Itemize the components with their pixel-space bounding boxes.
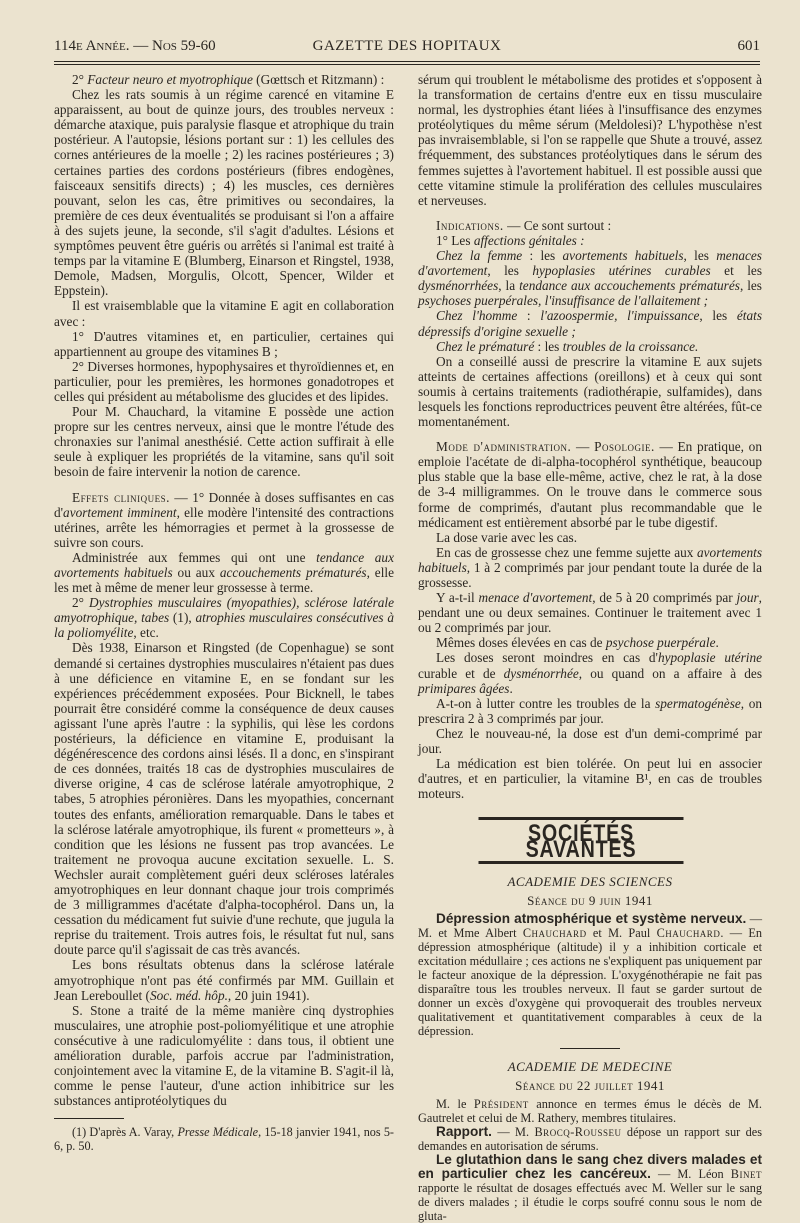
paragraph-effets-cliniques: Effets cliniques. — 1° Donnée à doses suffisantes en cas d'avortement imminent, elle modère l'intensité des contractions utérines, arrête les hémorragies et permet à la grossesse de suivre son cours. — [54, 489, 394, 550]
communication: Rapport. — M. Brocq-Rousseu dépose un rapport sur des demandes en autorisation de sérums. — [418, 1123, 763, 1153]
paragraph: Chez le prématuré : les troubles de la croissance. — [436, 338, 699, 354]
header-journal-title: GAZETTE DES HOPITAUX — [312, 38, 502, 54]
paragraph: 1° D'autres vitamines et, en particulier, certaines qui appartiennent au groupe des vitamines B ; — [54, 328, 394, 359]
left-column — [54, 72, 394, 1153]
paragraph: Chez le nouveau-né, la dose est d'un demi-comprimé par jour. — [418, 725, 762, 757]
paragraph-facteur-heading: 2° Facteur neuro et myotrophique (Gœttsch et Ritzmann) : — [72, 72, 385, 87]
header-page-number: 601 — [737, 38, 760, 54]
paragraph: Pour M. Chauchard, la vitamine E possède une action propre sur les centres nerveux, ainsi que le montre l'étude des chronaxies sur l'animal anesthésié. Cette action suffirait à elle seule à expliquer les propriétés de la vitamine, sans qu'il soit besoin de faire intervenir la notion de carence. — [54, 404, 394, 480]
paragraph: Y a-t-il menace d'avortement, de 5 à 20 comprimés par jour, pendant une ou deux semaines. Continuer le traitement avec 1 ou 2 comprimés par jour. — [418, 590, 762, 636]
paragraph: 2° Dystrophies musculaires (myopathies), sclérose latérale amyotrophique, tabes (1), atrophies musculaires consécutives à la poliomyélite, etc. — [54, 595, 394, 641]
paragraph: sérum qui troublent le métabolisme des protides et s'opposent à la transformation de certains d'entre eux en tissu musculaire normal, les dystrophies étant liées à l'insuffisance des enzymes protéolytiques du même sérum (Meldolesi)? L'hypothèse n'est pas invraisemblable, si l'on se rappelle que Shute a trouvé, assez fréquemment, des substances protéolytiques dans le sérum des femmes sujettes à l'avortement habituel. Il est possible aussi que cette vitamine stimule la prolifération des cellules musculaires et nerveuses. — [418, 72, 762, 208]
paragraph: Il est vraisemblable que la vitamine E agit en collaboration avec : — [54, 298, 394, 329]
footnote: (1) D'après A. Varay, Presse Médicale, 15-18 janvier 1941, nos 5-6, p. 50. — [54, 1125, 394, 1154]
paragraph: Chez l'homme : l'azoospermie, l'impuissance, les états dépressifs d'origine sexuelle ; — [418, 308, 762, 339]
paragraph-mode-administration: Mode d'administration. — Posologie. — En pratique, on emploie l'acétate de di-alpha-tocophérol synthétique, beaucoup plus stable que la base elle-même, active, chez le rat, à la dose de 3-4 milligrammes. On le trouve dans le commerce sous forme de comprimés, d'autant plus recommandable que le médicament est entièrement absorbé par le tube digestif. — [418, 439, 762, 530]
paragraph: Dès 1938, Einarson et Ringsted (de Copenhague) se sont demandé si certaines dystrophies musculaires n'étaient pas dues à une déficience en vitamine E, en se fondant sur les expériences précédemment exposées. Pour Bicknell, le tabes pourrait être considéré comme la conséquence de deux causes agissant l'une après l'autre : la syphilis, qui lèse les cordons postérieurs, la déficience en vitamine E, produisant la dégénérescence des cordons ainsi lésés. Il a donc, en s'inspirant de ces données, traités 18 cas de dystrophies musculaires de diverse origine, 4 cas de sclérose latérale amyotrophique, 2 tabes, 5 atrophies péronières. Dans les myopathies, concernant toutes des enfants, amélioration remarquable. Dans le tabes et la sclérose latérale amyotrophique, ils furent « prometteurs », à condition que les lésions ne fussent pas trop avancées. Le traitement ne provoqua aucune excitation sexuelle. L. S. Wechsler aurait complètement guéri deux scléroses latérales amyotrophiques en leur donnant chaque jour trois comprimés de 3 milligrammes d'acétate d'alpha-tocophérol. Dans un, la cessation du médicament fut suivie d'une rechute, que jugula la reprise du traitement. Trois autres fois, le résultat fut nul, sans doute parce qu'il s'agissait de cas très avancés. — [54, 640, 394, 958]
section-divider — [560, 1048, 620, 1049]
paragraph: Les bons résultats obtenus dans la sclérose latérale amyotrophique n'ont pas été confirmés par MM. Guillain et Jean Lereboullet (Soc. méd. hôp., 20 juin 1941). — [54, 957, 394, 1003]
paragraph: S. Stone a traité de la même manière cinq dystrophies musculaires, une atrophie post-poliomyélitique et une atrophie consécutive à une radiculomyélite : dans tous, il obtient une amélioration durable, parfois accrue par l'administration, conjointement avec la vitamine E, de la vitamine B. S'agit-il là, comme le pense l'auteur, d'une action inhibitrice sur les substances antiprotéolytiques du — [54, 1002, 394, 1109]
paragraph: Chez la femme : les avortements habituels, les menaces d'avortement, les hypoplasies utérines curables et les dysménorrhées, la tendance aux accouchements prématurés, les psychoses puerpérales, l'insuffisance de l'allaitement ; — [418, 248, 762, 309]
paragraph: En cas de grossesse chez une femme sujette aux avortements habituels, 1 à 2 comprimés par jour pendant toute la durée de la grossesse. — [418, 544, 762, 590]
paragraph-indications: Indications. — Ce sont surtout : — [436, 217, 612, 233]
paragraph: La dose varie avec les cas. — [436, 529, 578, 545]
communication: M. le Président annonce en termes émus le décès de M. Gautrelet et celui de M. Rathery, membres titulaires. — [418, 1096, 763, 1125]
paragraph: 2° Diverses hormones, hypophysaires et thyroïdiennes et, en particulier, pour les premières, les hormones gonadotropes et celles qui président au métabolisme des glucides et des lipides. — [54, 358, 394, 404]
paragraph: On a conseillé aussi de prescrire la vitamine E aux sujets atteints de certaines affections (oreillons) et à ceux qui sont soumis à certains traitements (radiothérapie, sulfamides), dans lesquels les fonctions reproductrices peuvent être altérées, fût-ce momentanément. — [418, 353, 762, 430]
academy-title: ACADEMIE DE MEDECINE — [507, 1058, 673, 1074]
paragraph: Administrée aux femmes qui ont une tendance aux avortements habituels ou aux accouchements prématurés, elle les met à même de mener leur grossesse à terme. — [54, 549, 394, 596]
running-header — [54, 38, 760, 60]
paragraph: Mêmes doses élevées en cas de psychose puerpérale. — [436, 635, 719, 651]
session-date: Séance du 9 juin 1941 — [527, 892, 653, 908]
academy-title: ACADEMIE DES SCIENCES — [507, 873, 673, 889]
paragraph: 1° Les affections génitales : — [436, 232, 585, 248]
communication: Le glutathion dans le sang chez divers malades et en particulier chez les cancéreux. — M. Léon Binet rapporte le résultat de dosages effectués avec M. Weller sur le sang de divers malades ; il étudie le corps soufré connu sous le nom de gluta- — [418, 1151, 762, 1223]
communication: Dépression atmosphérique et système nerveux. — M. et Mme Albert Chauchard et M. Paul Chauchard. — En dépression atmosphérique (altitude) il y a inhibition corticale et excitation médullaire ; ces actions ne s'expliquent pas uniquement par le facteur anoxique de la dépression. L'oxygénothérapie ne fait pas disparaître tous les troubles nerveux. Il faut se garder surtout de donner un excès d'oxygène qui provoquerait des troubles nerveux qualitativement et quantitativement comparables à ceux de la dépression. — [418, 910, 763, 1038]
section-title-societes-savantes: SOCIÉTÉS SAVANTES — [479, 817, 684, 863]
paragraph: La médication est bien tolérée. On peut lui en associer d'autres, et en particulier, la vitamine B¹, en cas de troubles moteurs. — [418, 756, 762, 802]
header-issue: 114e Année. — Nos 59-60 — [54, 38, 216, 54]
footnote-rule — [54, 1118, 124, 1119]
session-date: Séance du 22 juillet 1941 — [515, 1077, 665, 1093]
header-rule-top — [54, 61, 760, 62]
paragraph: Les doses seront moindres en cas d'hypoplasie utérine curable et de dysménorrhée, ou quand on a affaire à des primipares âgées. — [418, 650, 763, 696]
paragraph: Chez les rats soumis à un régime carencé en vitamine E apparaissent, au bout de quinze jours, des troubles nerveux : démarche ataxique, puis paralysie flasque et atrophique du train postérieur. A l'autopsie, lésions portant sur : 1) les cellules des cornes antérieures de la moelle ; 2) les racines postérieures ; 3) certaines parties des cordons postérieurs (fibres endogènes, faisceaux sensitifs directs) ; 4) les muscles, ces dernières pouvant, selon les cas, être primitives ou secondaires, la première de ces deux éventualités se produisant si l'on a affaire à des sujets jeune, la seconde, s'il s'agit d'adultes. Lésions et symptômes peuvent être guéris ou arrêtés si l'animal est traité à temps par la vitamine E (Blumberg, Einarson et Ringstel, 1938, Demole, Madsen, Morgulis, Olcott, Spencer, Wilder et Eppstein). — [54, 87, 394, 299]
right-column — [418, 72, 762, 1223]
header-rule-bottom — [54, 64, 760, 65]
paragraph: A-t-on à lutter contre les troubles de la spermatogénèse, on prescrira 2 à 3 comprimés par jour. — [418, 695, 762, 726]
